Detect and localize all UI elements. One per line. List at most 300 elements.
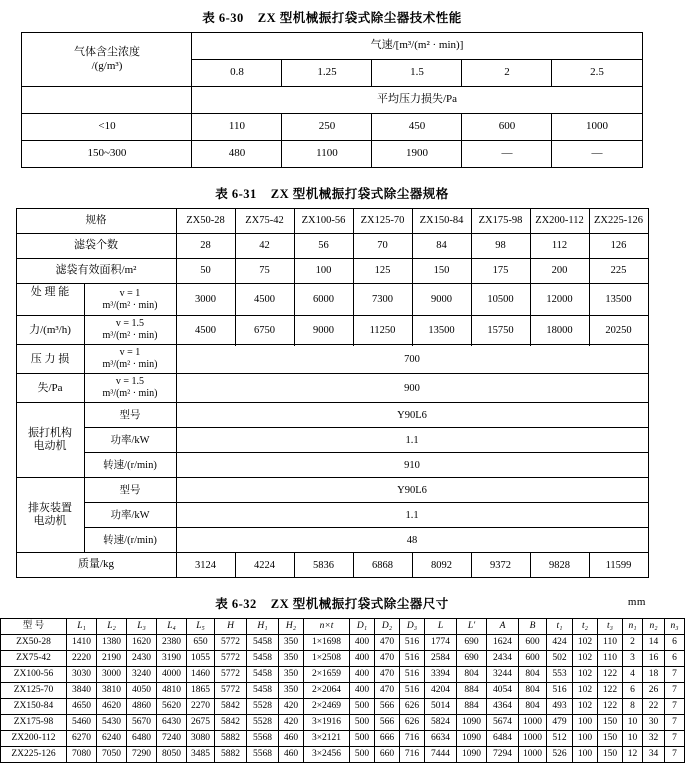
cell: 5670 [127, 715, 157, 731]
cell: 350 [279, 651, 304, 667]
cell: 470 [375, 635, 400, 651]
cell: 1000 [519, 747, 547, 763]
col-header-21: n₂ [643, 619, 665, 635]
cell: 3840 [67, 683, 97, 699]
cell: 12 [623, 747, 643, 763]
cell: 126 [589, 234, 648, 259]
cell: 7050 [97, 747, 127, 763]
table-6-30-caption [0, 0, 664, 32]
cell: 10 [623, 731, 643, 747]
table-row [16, 503, 648, 528]
cell: 102 [573, 651, 598, 667]
ash-motor-item-value-2: 48 [176, 528, 648, 553]
cell: 7 [665, 747, 685, 763]
cell: 804 [519, 683, 547, 699]
cell: 650 [187, 635, 215, 651]
cell: 2434 [487, 651, 519, 667]
model-header-5: ZX175-98 [471, 209, 530, 234]
cell: 5528 [247, 699, 279, 715]
cell: 3244 [487, 667, 519, 683]
cell: 150 [412, 259, 471, 284]
cell: 480 [192, 141, 282, 168]
cell: 6868 [353, 553, 412, 578]
cell: 4000 [157, 667, 187, 683]
table-row [16, 453, 648, 478]
cell: 2×2064 [304, 683, 350, 699]
cell: 5842 [215, 715, 247, 731]
cell: 3485 [187, 747, 215, 763]
cell: 626 [400, 699, 425, 715]
cell: 4054 [487, 683, 519, 699]
table-6-30-caption-title: ZX 型机械振打袋式除尘器技术性能 [257, 11, 462, 25]
cell: 18 [643, 667, 665, 683]
ash-motor-item-name-2: 转速/(r/min) [84, 528, 176, 553]
cell: 7 [665, 683, 685, 699]
col-header-5: L₅ [187, 619, 215, 635]
cell: 1460 [187, 667, 215, 683]
cell: 100 [573, 731, 598, 747]
cell: 516 [400, 651, 425, 667]
cell: 420 [279, 715, 304, 731]
shaker-motor-item-value-0: Y90L6 [176, 403, 648, 428]
cell: 716 [400, 731, 425, 747]
cell: 400 [350, 683, 375, 699]
cell: 102 [573, 667, 598, 683]
cell: 2270 [187, 699, 215, 715]
table-6-30-header-gas-speed: 气速/[m³/(m² · min)] [192, 33, 642, 60]
cell: 516 [400, 635, 425, 651]
spec-label: 规格 [16, 209, 176, 234]
cell: 9000 [412, 284, 471, 316]
cell: 102 [573, 683, 598, 699]
cell: — [552, 141, 642, 168]
cell: 150 [598, 747, 623, 763]
capacity-label-2 [16, 316, 84, 345]
capacity-v1-line1: v = 1 [119, 287, 141, 299]
cell: 18000 [530, 316, 589, 345]
col-header-18: t₂ [573, 619, 598, 635]
cell: 3080 [187, 731, 215, 747]
table-row [1, 699, 685, 715]
cell: 6430 [157, 715, 187, 731]
cell: 3124 [176, 553, 235, 578]
cell: 5568 [247, 747, 279, 763]
pressure-condition-1 [84, 345, 176, 374]
cell: 1865 [187, 683, 215, 699]
table-6-30-header-concentration [22, 33, 192, 87]
cell: 100 [573, 747, 598, 763]
cell: 6634 [425, 731, 457, 747]
cell: 4650 [67, 699, 97, 715]
pressure-condition-2 [84, 374, 176, 403]
cell: 6 [623, 683, 643, 699]
cell: 42 [235, 234, 294, 259]
cell: 3000 [176, 284, 235, 316]
cell: 9000 [294, 316, 353, 345]
cell: 716 [400, 747, 425, 763]
col-header-10: D₁ [350, 619, 375, 635]
col-header-3: L₃ [127, 619, 157, 635]
cell: 460 [279, 747, 304, 763]
cell: 5772 [215, 683, 247, 699]
col-header-12: D₃ [400, 619, 425, 635]
capacity-label-line1: 处 理 能 [30, 286, 70, 298]
cell: 6000 [294, 284, 353, 316]
cell: 7 [665, 715, 685, 731]
cell: 14 [643, 635, 665, 651]
pressure-v15-line2: m³/(m² · min) [102, 388, 158, 400]
cell: 5460 [67, 715, 97, 731]
capacity-condition-1 [84, 284, 176, 316]
col-header-13: L [425, 619, 457, 635]
cell: 553 [547, 667, 573, 683]
ash-motor-item-name-1: 功率/kW [84, 503, 176, 528]
cell: 420 [279, 699, 304, 715]
cell: ZX100-56 [1, 667, 67, 683]
cell: 1055 [187, 651, 215, 667]
cell: 8 [623, 699, 643, 715]
cell: 5882 [215, 731, 247, 747]
cell: 8050 [157, 747, 187, 763]
cell: 2 [623, 635, 643, 651]
shaker-motor-item-name-0: 型号 [84, 403, 176, 428]
table-row [1, 731, 685, 747]
table-6-30-caption-number: 表 6-30 [202, 11, 244, 25]
ash-motor-item-value-1: 1.1 [176, 503, 648, 528]
cell: ZX225-126 [1, 747, 67, 763]
pressure-v1-line1: v = 1 [119, 347, 141, 359]
cell: 5458 [247, 635, 279, 651]
col-header-1: L₁ [67, 619, 97, 635]
table-row [22, 33, 642, 60]
cell: 1090 [457, 731, 487, 747]
table-row [1, 635, 685, 651]
cell: 2584 [425, 651, 457, 667]
cell: 660 [375, 747, 400, 763]
shaker-motor-item-name-1: 功率/kW [84, 428, 176, 453]
cell: 2220 [67, 651, 97, 667]
model-header-2: ZX100-56 [294, 209, 353, 234]
cell: 1624 [487, 635, 519, 651]
cell: 20250 [589, 316, 648, 345]
table-6-32-caption [0, 578, 664, 618]
cell: 6240 [97, 731, 127, 747]
cell: 56 [294, 234, 353, 259]
cell: 175 [471, 259, 530, 284]
table-6-30 [21, 32, 642, 168]
shaker-motor-item-name-2: 转速/(r/min) [84, 453, 176, 478]
row-label: 滤袋个数 [16, 234, 176, 259]
cell: 98 [471, 234, 530, 259]
cell: 7 [665, 699, 685, 715]
cell: 500 [350, 715, 375, 731]
cell: 8092 [412, 553, 471, 578]
cell: 100 [573, 715, 598, 731]
cell: 30 [643, 715, 665, 731]
cell: 7240 [157, 731, 187, 747]
cell: 884 [457, 683, 487, 699]
cell: 4620 [97, 699, 127, 715]
cell: 122 [598, 667, 623, 683]
cell: 3×2456 [304, 747, 350, 763]
cell: 4050 [127, 683, 157, 699]
pressure-label-line1: 压 力 损 [30, 352, 70, 365]
cell: 626 [400, 715, 425, 731]
cell: 70 [353, 234, 412, 259]
cell: 5014 [425, 699, 457, 715]
cell: ZX50-28 [1, 635, 67, 651]
cell: 7294 [487, 747, 519, 763]
col-header-8: H₂ [279, 619, 304, 635]
cell: 10500 [471, 284, 530, 316]
cell: 11599 [589, 553, 648, 578]
cell: 2×1659 [304, 667, 350, 683]
cell: 5430 [97, 715, 127, 731]
cell: 6750 [235, 316, 294, 345]
table-6-31-caption-title: ZX 型机械振打袋式除尘器规格 [270, 187, 449, 201]
model-header-4: ZX150-84 [412, 209, 471, 234]
cell: 470 [375, 651, 400, 667]
cell: 470 [375, 683, 400, 699]
pressure-label [16, 345, 84, 374]
cell: 22 [643, 699, 665, 715]
table-row [16, 284, 648, 316]
cell: 1410 [67, 635, 97, 651]
cell: 84 [412, 234, 471, 259]
cell: 11250 [353, 316, 412, 345]
model-header-1: ZX75-42 [235, 209, 294, 234]
cell: 600 [519, 635, 547, 651]
cell: 12000 [530, 284, 589, 316]
cell: 26 [643, 683, 665, 699]
cell: 150 [598, 731, 623, 747]
cell: 5568 [247, 731, 279, 747]
cell: 1100 [282, 141, 372, 168]
shaker-motor-label-line2: 电动机 [33, 440, 67, 453]
speed-value-4: 2.5 [552, 60, 642, 87]
cell: 400 [350, 651, 375, 667]
col-header-4: L₄ [157, 619, 187, 635]
cell: 3810 [97, 683, 127, 699]
pressure-label-2 [16, 374, 84, 403]
table-6-32-caption-title: ZX 型机械振打袋式除尘器尺寸 [270, 597, 449, 612]
table-row [16, 428, 648, 453]
cell: 150 [598, 715, 623, 731]
cell: 350 [279, 667, 304, 683]
table-6-32 [0, 618, 685, 763]
cell: 110 [598, 651, 623, 667]
ash-motor-label-line1: 排灰装置 [28, 502, 72, 514]
cell: 3190 [157, 651, 187, 667]
cell: 6 [665, 651, 685, 667]
cell: 4 [623, 667, 643, 683]
table-6-30-header-pressure-loss: 平均压力损失/Pa [192, 87, 642, 114]
col-header-22: n₃ [665, 619, 685, 635]
table-row [16, 234, 648, 259]
cell: 493 [547, 699, 573, 715]
pressure-value-1: 700 [176, 345, 648, 374]
cell: 5836 [294, 553, 353, 578]
capacity-condition-2 [84, 316, 176, 345]
cell: 5458 [247, 683, 279, 699]
cell: 1000 [552, 114, 642, 141]
concentration-label-line1: 气体含尘浓度 [73, 46, 140, 59]
cell: 5674 [487, 715, 519, 731]
table-row [16, 209, 648, 234]
pressure-value-2: 900 [176, 374, 648, 403]
cell: 479 [547, 715, 573, 731]
table-6-30-spacer [22, 87, 192, 114]
cell: 350 [279, 635, 304, 651]
cell: 6480 [127, 731, 157, 747]
cell: 5824 [425, 715, 457, 731]
cell: 1774 [425, 635, 457, 651]
col-header-11: D₂ [375, 619, 400, 635]
cell: 32 [643, 731, 665, 747]
cell: 122 [598, 683, 623, 699]
table-row [16, 259, 648, 284]
pressure-v15-line1: v = 1.5 [115, 376, 145, 388]
cell: 516 [400, 683, 425, 699]
cell: 500 [350, 747, 375, 763]
pressure-label-line2: 失/Pa [37, 381, 63, 394]
cell: 1090 [457, 747, 487, 763]
cell: 1380 [97, 635, 127, 651]
model-header-7: ZX225-126 [589, 209, 648, 234]
ash-motor-label-line2: 电动机 [33, 515, 67, 528]
cell: ZX200-112 [1, 731, 67, 747]
table-row [16, 528, 648, 553]
cell: 690 [457, 651, 487, 667]
cell: 500 [350, 699, 375, 715]
cell: 1000 [519, 715, 547, 731]
cell: 250 [282, 114, 372, 141]
cell: 2190 [97, 651, 127, 667]
cell: 7300 [353, 284, 412, 316]
table-row [1, 683, 685, 699]
cell: ZX125-70 [1, 683, 67, 699]
cell: 5772 [215, 651, 247, 667]
cell: 2675 [187, 715, 215, 731]
cell: 566 [375, 699, 400, 715]
cell: 225 [589, 259, 648, 284]
table-row [1, 651, 685, 667]
col-header-0: 型 号 [1, 619, 67, 635]
cell: 3240 [127, 667, 157, 683]
cell: 526 [547, 747, 573, 763]
cell: 4204 [425, 683, 457, 699]
cell: 200 [530, 259, 589, 284]
col-header-6: H [215, 619, 247, 635]
cell: 2380 [157, 635, 187, 651]
cell: 1900 [372, 141, 462, 168]
cell: 112 [530, 234, 589, 259]
table-6-31-caption [0, 168, 664, 208]
cell: 1×2508 [304, 651, 350, 667]
cell: 6270 [67, 731, 97, 747]
cell: 4500 [176, 316, 235, 345]
cell: 9828 [530, 553, 589, 578]
cell: 10 [623, 715, 643, 731]
cell: 400 [350, 635, 375, 651]
cell: 2430 [127, 651, 157, 667]
table-row [16, 345, 648, 374]
shaker-motor-label-line1: 振打机构 [28, 427, 72, 439]
ash-motor-item-name-0: 型号 [84, 478, 176, 503]
cell: 5620 [157, 699, 187, 715]
cell: 7 [665, 667, 685, 683]
cell: 5458 [247, 651, 279, 667]
capacity-label-line2: 力/(m³/h) [29, 323, 71, 336]
cell: 884 [457, 699, 487, 715]
cell: 5772 [215, 667, 247, 683]
cell: 7080 [67, 747, 97, 763]
table-row [22, 114, 642, 141]
cell: 5528 [247, 715, 279, 731]
table-row [16, 553, 648, 578]
table-header-row [1, 619, 685, 635]
cell: 1×1698 [304, 635, 350, 651]
cell: 512 [547, 731, 573, 747]
model-header-0: ZX50-28 [176, 209, 235, 234]
table-row [16, 374, 648, 403]
col-header-19: t₃ [598, 619, 623, 635]
cell: 3000 [97, 667, 127, 683]
ash-motor-label [16, 478, 84, 553]
row-label: 滤袋有效面积/m² [16, 259, 176, 284]
cell: 5772 [215, 635, 247, 651]
capacity-v15-line2: m³/(m² · min) [102, 330, 158, 342]
cell: 516 [547, 683, 573, 699]
col-header-14: L′ [457, 619, 487, 635]
col-header-16: B [519, 619, 547, 635]
cell: 1620 [127, 635, 157, 651]
cell: 9372 [471, 553, 530, 578]
cell: 4364 [487, 699, 519, 715]
speed-value-1: 1.25 [282, 60, 372, 87]
cell: 3×1916 [304, 715, 350, 731]
cell: 3×2121 [304, 731, 350, 747]
col-header-2: L₂ [97, 619, 127, 635]
pressure-v1-line2: m³/(m² · min) [102, 359, 158, 371]
cell: 804 [519, 699, 547, 715]
table-row [1, 747, 685, 763]
cell: 34 [643, 747, 665, 763]
cell: 516 [400, 667, 425, 683]
cell: 4224 [235, 553, 294, 578]
cell: 600 [462, 114, 552, 141]
concentration-label-line2: /(g/m³) [91, 59, 123, 72]
model-header-6: ZX200-112 [530, 209, 589, 234]
mass-label: 质量/kg [16, 553, 176, 578]
cell: 5458 [247, 667, 279, 683]
cell: 460 [279, 731, 304, 747]
cell: 4500 [235, 284, 294, 316]
cell: 16 [643, 651, 665, 667]
cell: 804 [457, 667, 487, 683]
cell: 4860 [127, 699, 157, 715]
shaker-motor-label [16, 403, 84, 478]
cell: 5882 [215, 747, 247, 763]
cell: 4810 [157, 683, 187, 699]
cell: 2×2469 [304, 699, 350, 715]
cell: 13500 [412, 316, 471, 345]
table-row [1, 667, 685, 683]
cell: 690 [457, 635, 487, 651]
ash-motor-item-value-0: Y90L6 [176, 478, 648, 503]
cell: 7290 [127, 747, 157, 763]
cell: 3 [623, 651, 643, 667]
